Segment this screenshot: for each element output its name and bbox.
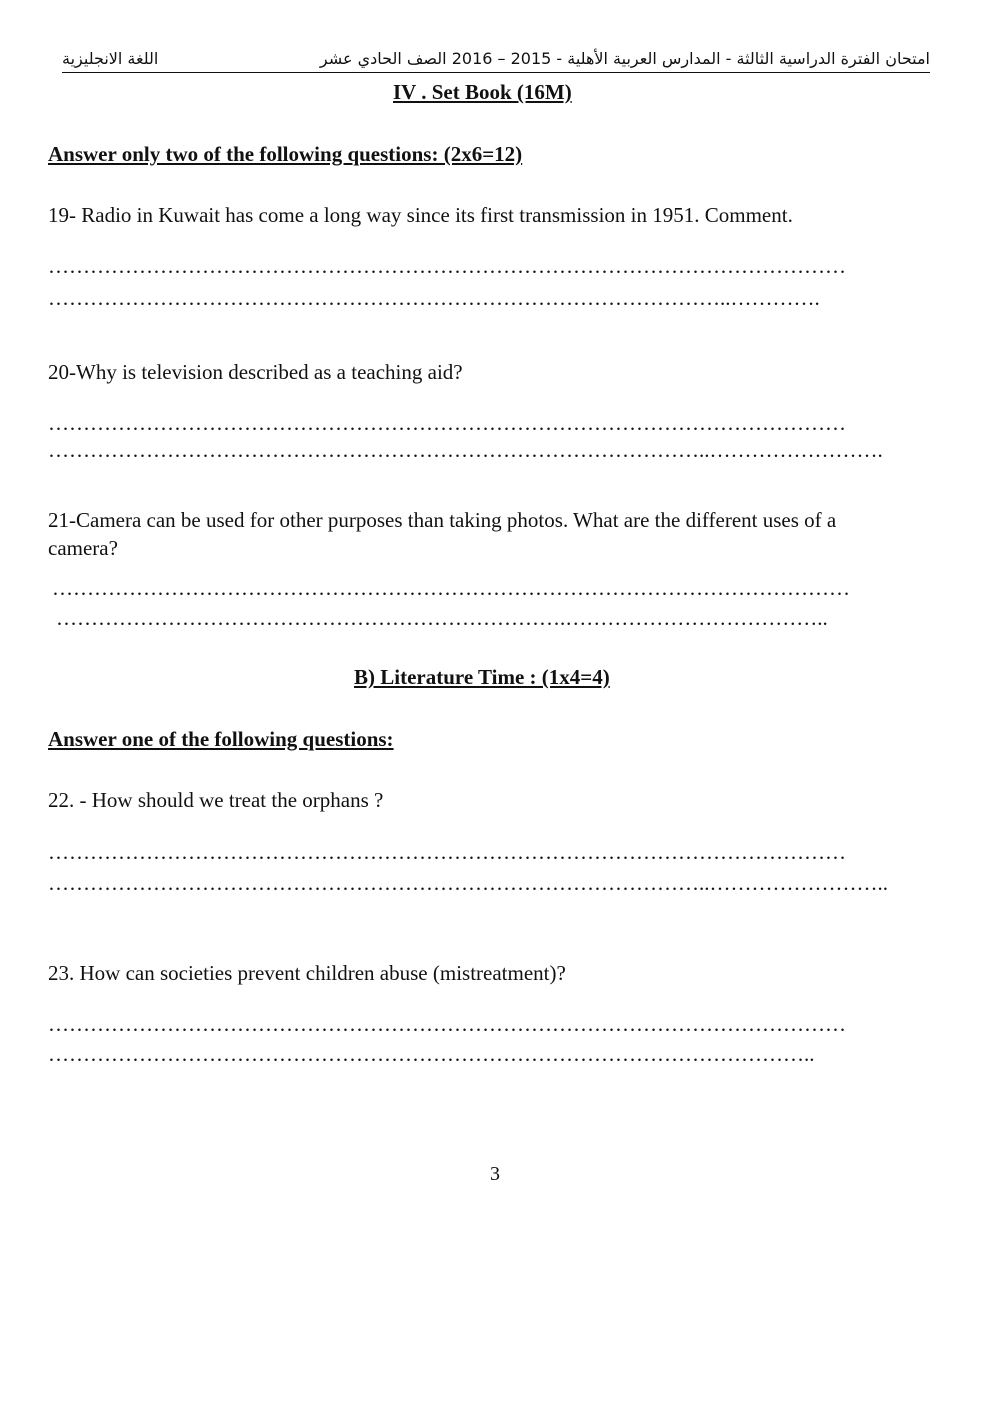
answer-line[interactable]: …………………………………………………………………………………………………… (48, 254, 846, 278)
section-b-instruction: Answer one of the following questions: (48, 727, 394, 751)
page-number: 3 (490, 1163, 500, 1185)
answer-line[interactable]: ……………………………………………………………….……………………………….. (56, 606, 828, 630)
question-19: 19- Radio in Kuwait has come a long way since its first transmission in 1951. Comment. (48, 203, 793, 227)
question-23: 23. How can societies prevent children abuse (mistreatment)? (48, 961, 566, 985)
answer-line[interactable]: …………………………………………………………………………………………………… (48, 840, 846, 864)
section-a-instruction: Answer only two of the following questions: (2x6=12) (48, 142, 523, 166)
page-header (62, 46, 930, 73)
section-a-title: IV . Set Book (16M) (393, 80, 572, 104)
answer-line[interactable]: ……………………………………………………………………………………………….. (48, 1042, 815, 1066)
question-22: 22. - How should we treat the orphans ? (48, 788, 384, 812)
exam-title: امتحان الفترة الدراسية الثالثة - المدارس العربية الأهلية - 2015 – 2016 الصف الحادي عشر (319, 49, 930, 68)
answer-line[interactable]: …………………………………………………………………………………………………… (52, 576, 850, 600)
answer-line[interactable]: …………………………………………………………………………………..……………………. (48, 438, 883, 462)
question-20: 20-Why is television described as a teaching aid? (48, 360, 463, 384)
answer-line[interactable]: …………………………………………………………………………………………………… (48, 1012, 846, 1036)
question-21: 21-Camera can be used for other purposes than taking photos. What are the different uses of a (48, 508, 837, 532)
subject-label: اللغة الانجليزية (62, 49, 159, 68)
section-b-title: B) Literature Time : (1x4=4) (354, 665, 610, 689)
question-21-continued: camera? (48, 536, 118, 560)
answer-line[interactable]: …………………………………………………………………………………………………… (48, 411, 846, 435)
answer-line[interactable]: …………………………………………………………………………………..…………………….. (48, 871, 888, 895)
answer-line[interactable]: ……………………………………………………………………………………..…………. (48, 286, 820, 310)
